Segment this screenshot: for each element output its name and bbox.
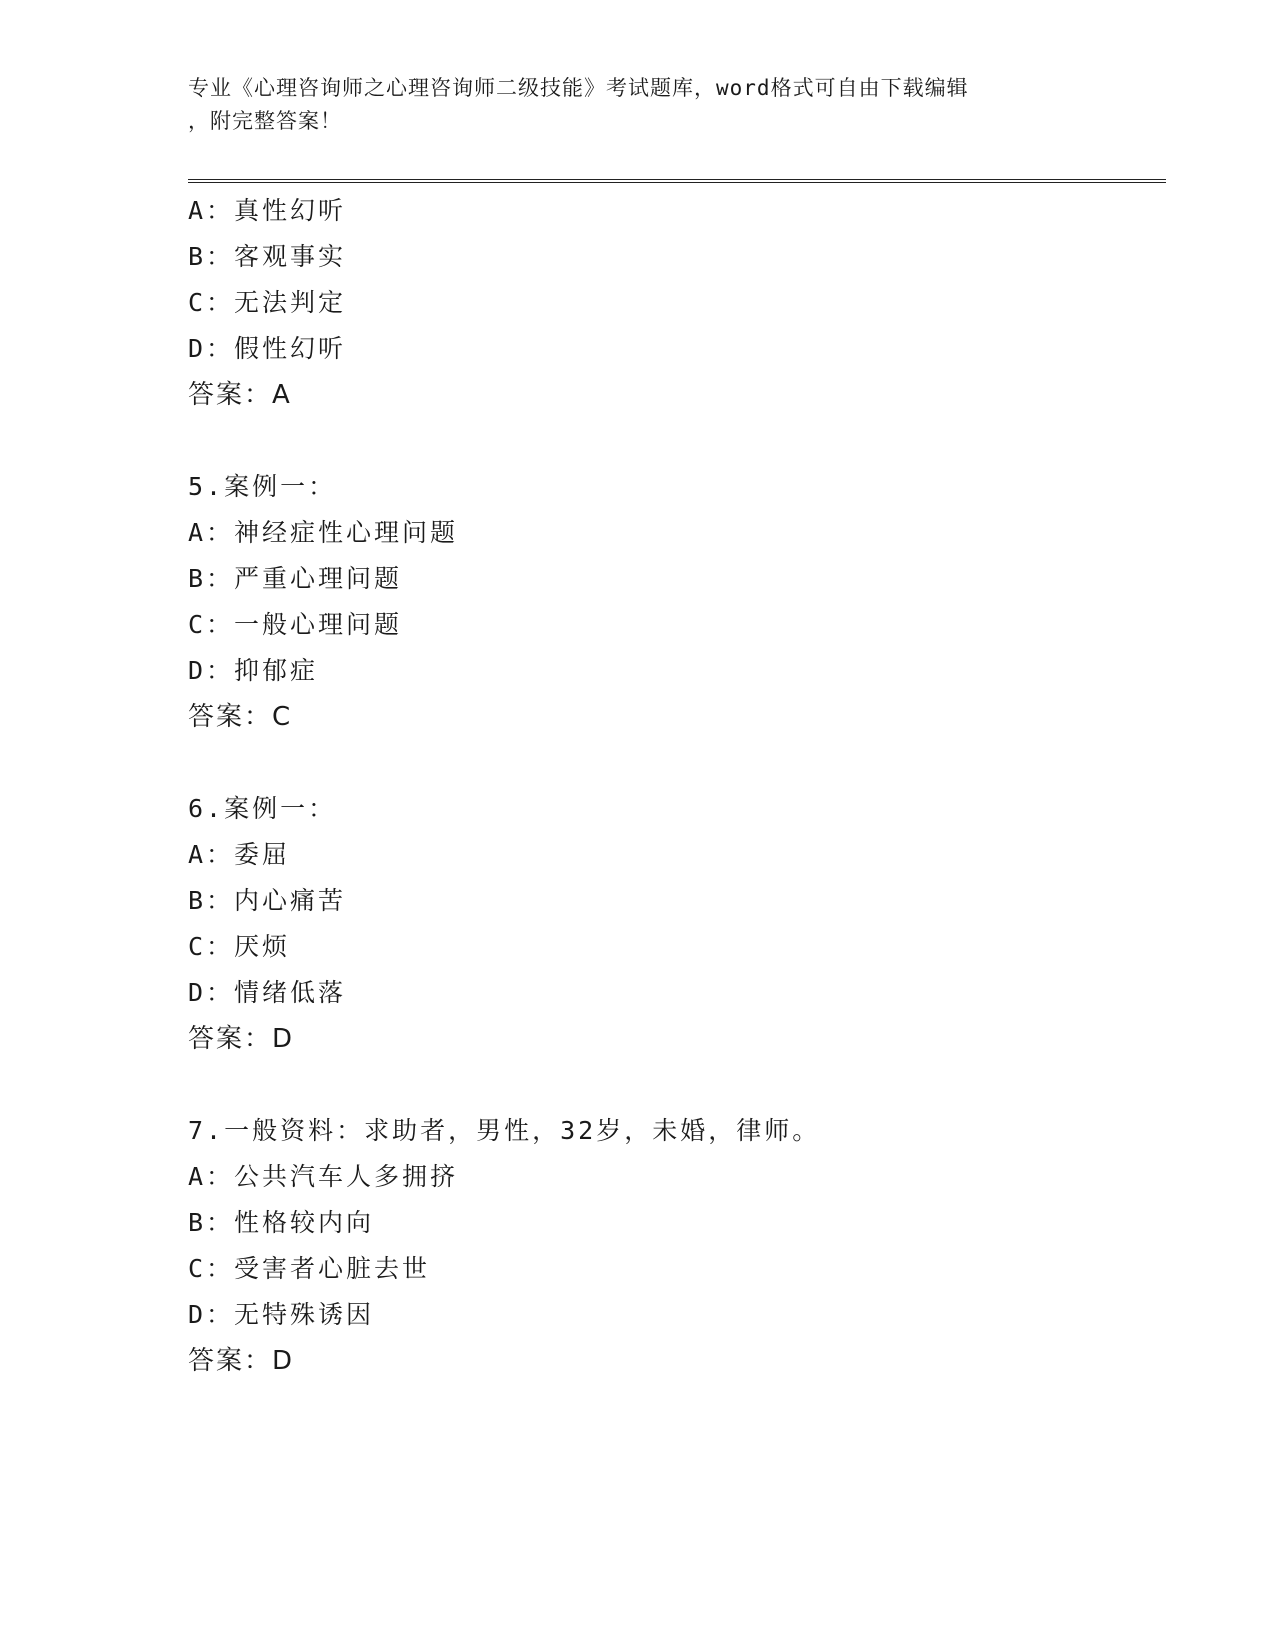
option-a: A：神经症性心理问题 [188,518,459,547]
answer-line: 答案：C [188,702,293,732]
option-b: B：严重心理问题 [188,564,403,593]
question-block-7 [188,1108,1168,1384]
option-b: B：客观事实 [188,242,347,271]
answer-line: 答案：D [188,1024,295,1054]
option-d: D：情绪低落 [188,978,347,1007]
header-title-line-2: ，附完整答案！ [188,109,342,133]
block-spacer [188,1062,1168,1108]
option-c: C：受害者心脏去世 [188,1254,431,1283]
question-block-6 [188,786,1168,1062]
question-text: 5.案例一： [188,472,337,501]
question-text: 7.一般资料：求助者，男性，32岁，未婚，律师。 [188,1116,821,1145]
answer-line: 答案：D [188,1346,295,1376]
question-block-5 [188,464,1168,740]
question-list [188,188,1168,1384]
answer-line: 答案：A [188,380,292,410]
option-a: A：委屈 [188,840,291,869]
header-divider [188,179,1166,183]
option-a: A：公共汽车人多拥挤 [188,1162,459,1191]
question-text: 6.案例一： [188,794,337,823]
block-spacer [188,740,1168,786]
block-spacer [188,418,1168,464]
option-a: A：真性幻听 [188,196,347,225]
question-block-4 [188,188,1168,418]
option-b: B：内心痛苦 [188,886,347,915]
option-c: C：厌烦 [188,932,291,961]
option-d: D：假性幻听 [188,334,347,363]
option-c: C：无法判定 [188,288,347,317]
option-b: B：性格较内向 [188,1208,375,1237]
document-header [188,72,1088,138]
option-d: D：抑郁症 [188,656,319,685]
option-d: D：无特殊诱因 [188,1300,375,1329]
option-c: C：一般心理问题 [188,610,403,639]
header-title-line-1: 专业《心理咨询师之心理咨询师二级技能》考试题库，word格式可自由下载编辑 [188,76,969,100]
